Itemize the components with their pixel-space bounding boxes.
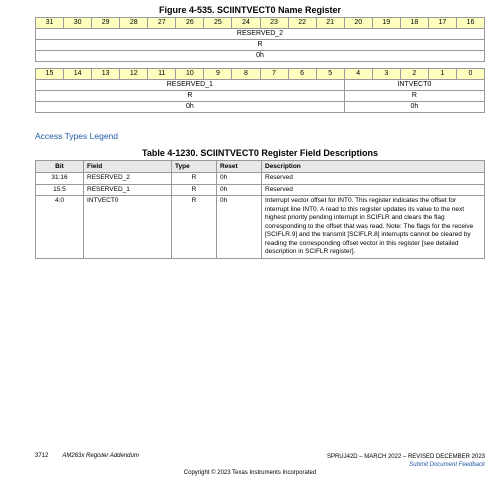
bit-number: 20 bbox=[344, 18, 372, 29]
cell-field: RESERVED_1 bbox=[84, 184, 172, 196]
bit-number: 2 bbox=[400, 69, 428, 80]
submit-feedback-link[interactable]: Submit Document Feedback bbox=[409, 462, 485, 468]
cell-field: INTVECT0 bbox=[84, 196, 172, 259]
bit-number: 13 bbox=[92, 69, 120, 80]
bit-number-row bbox=[36, 69, 485, 80]
bit-number: 11 bbox=[148, 69, 176, 80]
cell-reset: 0h bbox=[217, 184, 262, 196]
cell-description: Reserved bbox=[262, 184, 485, 196]
table-title: Table 4-1230. SCIINTVECT0 Register Field Descriptions bbox=[142, 148, 378, 158]
bit-number: 1 bbox=[428, 69, 456, 80]
table-row bbox=[36, 173, 485, 185]
cell-bit: 4:0 bbox=[36, 196, 84, 259]
access-type-cell: R bbox=[36, 91, 345, 102]
bit-number: 5 bbox=[316, 69, 344, 80]
cell-bit: 31:16 bbox=[36, 173, 84, 185]
bit-number: 17 bbox=[428, 18, 456, 29]
reset-value-cell: 0h bbox=[36, 102, 345, 113]
document-id: SPRUJ42D – MARCH 2022 – REVISED DECEMBER 2023 bbox=[326, 454, 485, 460]
bit-number: 29 bbox=[92, 18, 120, 29]
footer-left bbox=[35, 453, 139, 459]
cell-field: RESERVED_2 bbox=[84, 173, 172, 185]
cell-type: R bbox=[172, 184, 217, 196]
bit-number: 16 bbox=[456, 18, 484, 29]
bit-number: 3 bbox=[372, 69, 400, 80]
bit-number: 18 bbox=[400, 18, 428, 29]
document-title: AM263x Register Addendum bbox=[62, 453, 139, 459]
column-header-bit: Bit bbox=[36, 161, 84, 173]
column-header-field: Field bbox=[84, 161, 172, 173]
bit-number: 21 bbox=[316, 18, 344, 29]
table-row bbox=[36, 196, 485, 259]
bit-number: 26 bbox=[176, 18, 204, 29]
field-name-cell: INTVECT0 bbox=[344, 80, 484, 91]
bit-number: 31 bbox=[36, 18, 64, 29]
bit-number: 7 bbox=[260, 69, 288, 80]
footer-right bbox=[327, 453, 485, 469]
bit-number: 19 bbox=[372, 18, 400, 29]
field-name-cell: RESERVED_2 bbox=[36, 29, 485, 40]
table-row bbox=[36, 184, 485, 196]
bit-number: 15 bbox=[36, 69, 64, 80]
bit-number: 10 bbox=[176, 69, 204, 80]
cell-reset: 0h bbox=[217, 173, 262, 185]
bit-number: 0 bbox=[456, 69, 484, 80]
figure-title: Figure 4-535. SCIINTVECT0 Name Register bbox=[158, 5, 342, 15]
bit-number-row bbox=[36, 18, 485, 29]
field-name-cell: RESERVED_1 bbox=[36, 80, 345, 91]
cell-bit: 15:5 bbox=[36, 184, 84, 196]
column-header-description: Description bbox=[262, 161, 485, 173]
column-header-reset: Reset bbox=[217, 161, 262, 173]
bit-number: 25 bbox=[204, 18, 232, 29]
copyright: Copyright © 2023 Texas Instruments Incorporated bbox=[183, 470, 317, 476]
cell-reset: 0h bbox=[217, 196, 262, 259]
bit-number: 6 bbox=[288, 69, 316, 80]
access-types-legend-link[interactable]: Access Types Legend bbox=[35, 131, 119, 141]
bit-number: 9 bbox=[204, 69, 232, 80]
page-number: 3712 bbox=[35, 453, 49, 459]
bit-number: 4 bbox=[344, 69, 372, 80]
cell-description: Reserved bbox=[262, 173, 485, 185]
bit-number: 24 bbox=[232, 18, 260, 29]
register-diagram-upper bbox=[35, 17, 485, 62]
column-header-type: Type bbox=[172, 161, 217, 173]
cell-description: Interrupt vector offset for INT0. This register indicates the offset for interrupt line INT0. A read to this register updates its value to the next highest priority pending interrupt in SCIFLR and clears the flag corresponding to the offset that was read. Note: The flags for the receive [SCIFLR.9] and the transmit [SCIFLR.8] interrupts cannot be cleared by reading the corresponding offset vector in this register [see detailed description in SCIFLR register]. bbox=[262, 196, 485, 259]
cell-type: R bbox=[172, 173, 217, 185]
cell-type: R bbox=[172, 196, 217, 259]
bit-number: 27 bbox=[148, 18, 176, 29]
field-descriptions-table bbox=[35, 160, 485, 259]
bit-number: 30 bbox=[64, 18, 92, 29]
bit-number: 23 bbox=[260, 18, 288, 29]
access-type-cell: R bbox=[36, 40, 485, 51]
bit-number: 22 bbox=[288, 18, 316, 29]
bit-number: 8 bbox=[232, 69, 260, 80]
bit-number: 12 bbox=[120, 69, 148, 80]
reset-value-cell: 0h bbox=[344, 102, 484, 113]
table-header-row bbox=[36, 161, 485, 173]
register-diagram-lower bbox=[35, 68, 485, 113]
reset-value-cell: 0h bbox=[36, 51, 485, 62]
bit-number: 28 bbox=[120, 18, 148, 29]
access-type-cell: R bbox=[344, 91, 484, 102]
bit-number: 14 bbox=[64, 69, 92, 80]
